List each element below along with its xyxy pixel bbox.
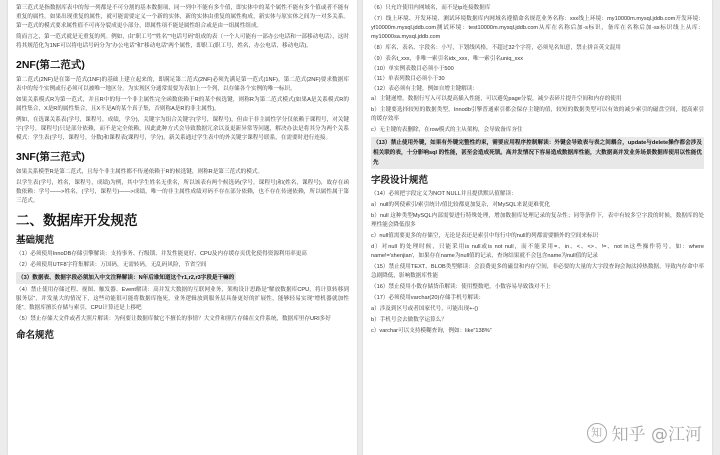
heading-2nf: 2NF(第二范式) (16, 59, 85, 71)
paragraph-2nf-definition: 第二范式(2NF)是在第一范式(1NF)的基础上建立起来的，即满足第二范式(2NF)必须先满足第一范式(1NF)。第二范式(2NF)要求数据库表中的每个实例或行必须可以被唯一地区分。为实现区分通常需要为表加上一个列，以存储各个实例的唯一标识。 (16, 77, 349, 92)
rule-13-highlight: （13）禁止使用外键，如果有外键完整性约束，需要应用程序控制解读：外键会导致表与表之间耦合，update与delete操作都会涉及相关联的表，十分影响sql 的性能，甚至会造成死锁。高并发情况下容易造成数据库性能，大数据高并发业务场景数据库使用以性能优先 (371, 137, 704, 169)
rule-15: （15）禁止使用TEXT、BLOB类型解读：会浪费更多的磁盘和内存空间，非必要的大量的大字段查询会淘汰掉热数据，导致内存命中率急剧降低，影响数据库性能 (371, 264, 704, 279)
rule-1: （1）必须使用InnoDB存储引擎解读：支持事务、行级锁、并发性能更好、CPU及内存缓存页优化使得资源利用率更高 (16, 251, 307, 257)
rule-17: （17）必须使用varchar(20)存储手机号解读： (371, 295, 485, 301)
paragraph-2nf-formal: 如果关系模式R为第一范式，并且R中的每一个非主属性完全函数依赖于R的某个候选键，则称R为第二范式模式(如果A是关系模式R的属性集合，X是R的属性集合，且X不是A的某个真子集，否则称A是R的非主属性)。 (16, 97, 349, 112)
rule-14a: a）null的列使索引/索引统计/值比较都更加复杂，对MySQL来说更难优化 (371, 202, 551, 208)
document-spread (8, 0, 712, 455)
heading-field-design: 字段设计规范 (371, 175, 429, 186)
paragraph-1nf-example: 简而言之，第一范式就是无重复的列。例如，由“职工号”“姓名”“电话号码”组成的表（一个人可能有一部办公电话和一部移动电话），这时将其规范化为1NF可以将电话号码分为“办公电话”和“移动电话”两个属性，即职工(职工号，姓名，办公电话，移动电话)。 (16, 34, 349, 49)
rule-17b: b）手机号会去做数学运算么？ (371, 317, 447, 323)
rule-12c: c）无主键的表删除，在row模式的主从架构，会导致备库夯住 (371, 127, 523, 133)
rule-8: （8）库名、表名、字段名：小写，下划线风格，不超过32个字符，必须见名知意，禁止拼音英文混用 (371, 45, 621, 51)
rule-3-highlight: （3）数据表、数据字段必须加入中文注释解读：N年后谁知道这个r1,r2,r3字段是干嘛的 (16, 272, 236, 284)
watermark-text: 知乎 @江河 (611, 425, 702, 445)
heading-3nf: 3NF(第三范式) (16, 151, 85, 163)
rule-9: （9）表名t_xxx，非唯一索引名idx_xxx，唯一索引名uniq_xxx (371, 56, 523, 62)
right-page (363, 0, 712, 455)
rule-11: （11）单表列数目必须小于30 (371, 76, 445, 82)
rule-12b: b）主键要选择较短的数据类型，Innodb引擎普通索引都会保存主键的值，较短的数据类型可以有效的减少索引的磁盘空间，提高索引的缓存效率 (371, 107, 704, 122)
rule-7: （7）线上环境、开发环境、测试环境数据库内网域名遵循命名规范业务名称：xxx线上环境：my10000m.mysql.jddb.com开发环境：yf10000m.mysql.jddb.com测试环境：test10000m.mysql.jddb.com从库在名称后加-s标识，备库在名称后加-ss标识线上从库：my10000sa.mysql.jddb.com (371, 16, 704, 40)
rule-14: （14）必须把字段定义为NOT NULL并且提供默认值解读： (371, 191, 517, 197)
paragraph-1nf-definition: 第三范式是指数据库表中的每一列都是不可分割的基本数据项，同一列中不能有多个值，即实体中的某个属性不能有多个值或者不能有重复的属性。如果出现重复的属性，就可能需要定义一个新的实体，新的实体由重复的属性构成，新实体与原实体之间为一对多关系。第一范式的模式要求属性值不可再分裂成更小部分，即属性项不能是属性组合或是由一组属性组成。 (16, 5, 349, 29)
paragraph-3nf-example: 以学生表(学号，姓名，课程号，成绩)为例，其中学生姓名无重名，所以该表有两个候选码(学号，课程号)和(姓名，课程号)，故存在函数依赖：学号——>姓名，(学号，课程号)——>成绩，唯一的非主属性成绩对码不存在部分依赖，也不存在传递依赖，所以属性属于第三范式。 (16, 180, 349, 204)
rule-12a: a）主键递增，数据行写入可以提高插入性能，可以避免page分裂，减少表碎片提升空间和内存的使用 (371, 96, 622, 102)
zhihu-watermark (587, 420, 702, 445)
heading-naming-standards: 命名规范 (16, 330, 55, 341)
rule-17a: a）涉及到区号或者国家代号，可能出现+-() (371, 306, 479, 312)
rule-4: （4）禁止使用存储过程、视图、触发器、Event解读：高并发大数据的互联网业务，架构设计思路是“解放数据库CPU，将计算转移到服务层”，并发量大的情况下，这些功能很可能将数据库拖死，业务逻辑放到服务层具备更好的扩展性，能够轻易实现“增机器就加性能”。数据库擅长存储与索引，CPU计算还是上移吧 (16, 287, 349, 311)
rule-17c: c）varchar可以支持模糊查询，例如：like“138%” (371, 328, 492, 334)
rule-14d: d）对null 的处理时候，只能采用is null或is not null，而不能采用=、in、<、<>、!=、not in这些操作符号。如：where name!='shenjian'，如果存在name为null值的记录，查询结果就不会包含name为null值的记录 (371, 244, 704, 259)
left-page (8, 0, 357, 455)
zhihu-logo-icon: 知 (587, 423, 607, 443)
rule-14b: b）null 这种类型MySQL内部需要进行特殊处理，增加数据库处理记录的复杂性；同等条件下，表中有较多空字段的时候，数据库的处理性能会降低很多 (371, 213, 704, 228)
rule-5: （5）禁止存储大文件或者大照片解读：为何要让数据库做它不擅长的事情？大文件和照片存储在文件系统，数据库里存URI多好 (16, 316, 331, 322)
rule-10: （10）单实例表数目必须小于500 (371, 66, 454, 72)
heading-basic-standards: 基础规范 (16, 235, 55, 246)
paragraph-2nf-example: 例如，在选课关系表(学号，课程号，成绩，学分)，关键字为组合关键字(学号，课程号)，但由于非主属性学分仅依赖于课程号，对关键字(学号，课程号)只是部分依赖，而不是完全依赖，因此此种方式会导致数据冗余以及更新异常等问题，解决办法是将其分为两个关系模式：学生表(学号，课程号，分数)和课程表(课程号，学分)，新关系通过学生表中的外关键字课程号联系，在需要时进行连接。 (16, 117, 349, 141)
rule-12: （12）表必须有主键，例如自增主键解读： (371, 86, 478, 92)
heading-db-dev-standards: 二、数据库开发规范 (16, 213, 138, 228)
rule-16: （16）禁止使用小数存储货币解读：使用整数吧，小数容易导致钱对不上 (371, 284, 551, 290)
paragraph-3nf-definition: 如果关系模型R是第二范式，且每个非主属性都不传递依赖于R的候选键，则称R是第三范式的模式。 (16, 169, 264, 175)
rule-2: （2）必须使用UTF8字符集解读：万国码，无需转码，无乱码风险，节省空间 (16, 262, 207, 268)
rule-6: （6）只允许使用内网域名，而不是ip连接数据库 (371, 5, 491, 11)
rule-14c: c）null值需要更多的存储空，无论是表还是索引中每行中的null的列都需要额外的空间来标识 (371, 233, 599, 239)
